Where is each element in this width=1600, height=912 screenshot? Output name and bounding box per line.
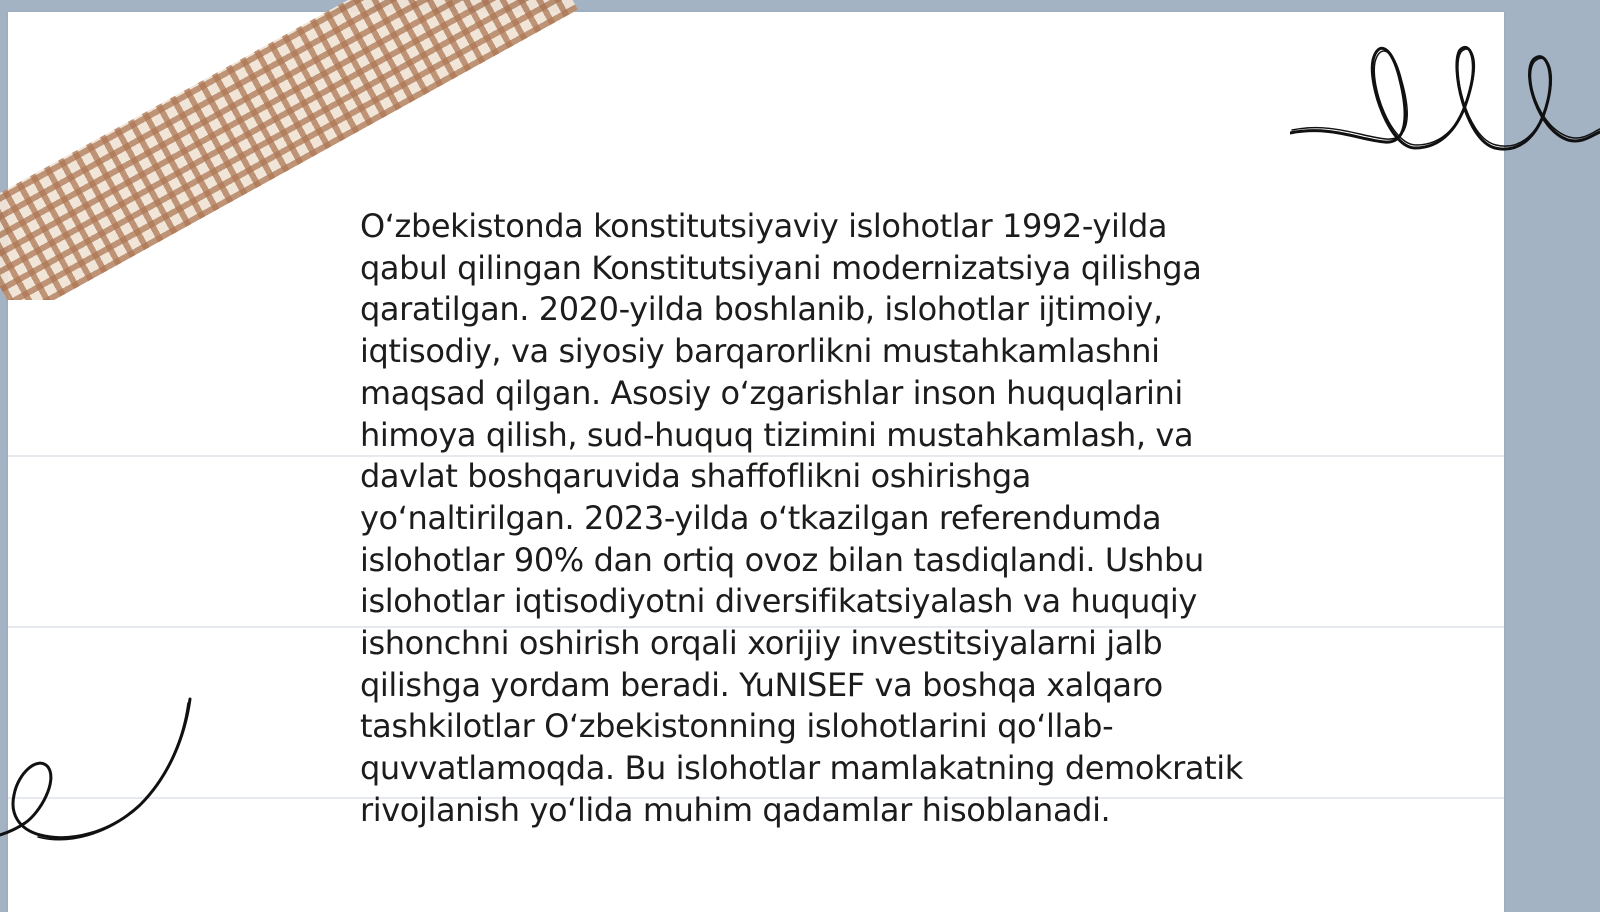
loop-squiggle-icon	[1290, 30, 1600, 165]
loop-swirl-icon	[0, 695, 200, 855]
slide-body-text: O‘zbekistonda konstitutsiyaviy islohotlar 1992-yilda qabul qilingan Konstitutsiyani modernizatsiya qilishga qaratilgan. 2020-yilda boshlanib, islohotlar ijtimoiy, iqtisodiy, va siyosiy barqarorlikni mustahkamlashni maqsad qilgan. Asosiy o‘zgarishlar inson huquqlarini himoya qilish, sud-huquq tizimini mustahkamlash, va davlat boshqaruvida shaffoflikni oshirishga yo‘naltirilgan. 2023-yilda o‘tkazilgan referendumda islohotlar 90% dan ortiq ovoz bilan tasdiqlandi. Ushbu islohotlar iqtisodiyotni diversifikatsiyalash va huquqiy ishonchni oshirish orqali xorijiy investitsiyalarni jalb qilishga yordam beradi. YuNISEF va boshqa xalqaro tashkilotlar O‘zbekistonning islohotlarini qo‘llab-quvvatlamoqda. Bu islohotlar mamlakatning demokratik rivojlanish yo‘lida muhim qadamlar hisoblanadi.	[360, 207, 1243, 829]
